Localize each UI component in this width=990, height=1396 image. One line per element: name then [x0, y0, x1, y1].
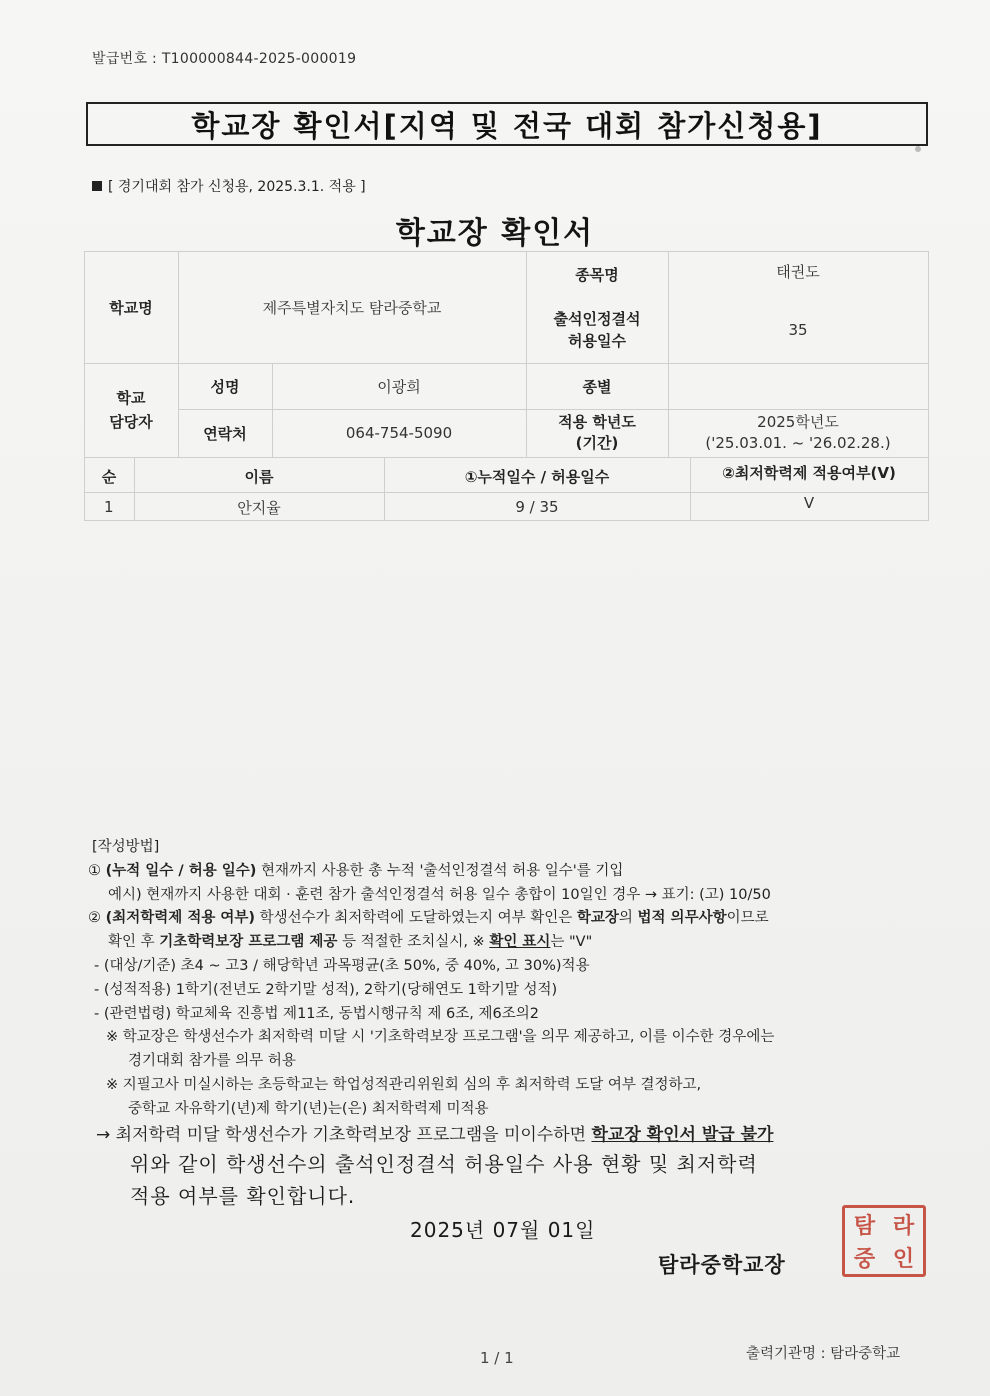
writing-instructions: [88, 836, 928, 1147]
page-number: 1 / 1: [480, 1349, 514, 1367]
method-line: 중학교 자유학기(년)제 학기(년)는(은) 최저학력제 미적용: [128, 1100, 489, 1117]
event-value: 태권도: [776, 262, 820, 281]
category-value: [668, 363, 928, 409]
column-header: 이름: [244, 468, 274, 486]
contact-value: 064-754-5090: [345, 424, 453, 442]
contact-label: 연락처: [203, 424, 247, 443]
output-organization: 출력기관명 : 탐라중학교: [746, 1346, 901, 1362]
year-value: [668, 409, 928, 457]
method-line: - (대상/기준) 초4 ~ 고3 / 해당학년 과목평균(초 50%, 중 40%, 고 30%)적용: [94, 957, 590, 974]
dot-mark: [915, 146, 921, 152]
method-bold: 기초학력보장 프로그램 제공: [159, 934, 338, 951]
method-line: [88, 907, 928, 931]
applied-value: V: [803, 494, 815, 512]
method-bold: (최저학력제 적용 여부): [105, 910, 256, 927]
seal-char: 탐: [853, 1213, 876, 1239]
table-line: [928, 457, 929, 520]
manager-label-line: 학교: [116, 389, 146, 407]
main-title: 학교장 확인서[지역 및 전국 대회 참가신청용]: [191, 108, 823, 143]
row-number: 1: [104, 498, 114, 516]
seal-char: 중: [853, 1246, 876, 1272]
main-title-box: [86, 102, 928, 146]
method-text: 등 적절한 조치실시, ※: [337, 934, 490, 951]
method-line: [88, 1124, 928, 1148]
manager-label: [84, 363, 178, 457]
allowed-label-line: 출석인정결석: [553, 310, 641, 328]
subnote: [92, 176, 366, 196]
school-label: 학교명: [109, 298, 153, 317]
method-line: ※ 지필고사 미실시하는 초등학교는 학업성적관리위원회 심의 후 최저학력 도달 여부 결정하고,: [106, 1076, 702, 1093]
principal-name: 탐라중학교장: [658, 1253, 786, 1277]
allowed-label-line: 허용일수: [568, 332, 626, 350]
method-line: 경기대회 참가를 의무 허용: [128, 1053, 296, 1070]
column-header: 순: [101, 468, 117, 486]
method-bold: 학교장: [576, 910, 619, 927]
method-line: - (성적적용) 1학기(전년도 2학기말 성적), 2학기(당해연도 1학기말 성적): [94, 981, 558, 998]
method-bold: 법적 의무사항: [637, 910, 727, 927]
method-text: 학생선수가 최저학력에 도달하였는지 여부 확인은: [255, 910, 577, 927]
days-value: 9 / 35: [515, 498, 559, 516]
method-text: 이므로: [726, 910, 769, 927]
seal-char: 라: [892, 1213, 915, 1239]
circled-number: ②: [88, 910, 101, 927]
school-value: 제주특별자치도 탐라중학교: [262, 298, 442, 317]
method-text: → 최저학력 미달 학생선수가 기초학력보장 프로그램을 미이수하면: [96, 1124, 592, 1145]
allowed-value: 35: [788, 321, 808, 339]
confirmation-text: [130, 1148, 758, 1212]
category-label: 종별: [582, 377, 612, 396]
confirmation-line: 적용 여부를 확인합니다.: [130, 1184, 356, 1208]
document-title: 학교장 확인서: [395, 216, 595, 251]
confirmation-line: 위와 같이 학생선수의 출석인정결석 허용일수 사용 현황 및 최저학력: [130, 1152, 758, 1176]
method-bold: 확인 표시: [489, 934, 551, 951]
table-line: [84, 520, 929, 521]
method-bold: 학교장 확인서 발급 불가: [591, 1124, 774, 1145]
student-name: 안지율: [237, 498, 281, 517]
method-heading: [작성방법]: [92, 839, 160, 855]
square-bullet-icon: [92, 181, 102, 191]
column-header: ②최저학력제 적용여부(V): [722, 464, 896, 482]
issue-number: 발급번호 : T100000844-2025-000019: [92, 51, 357, 67]
year-value-line: ('25.03.01. ~ '26.02.28.): [705, 434, 891, 452]
manager-label-line: 담당자: [109, 413, 153, 431]
method-text: 확인 후: [108, 934, 160, 951]
year-value-line: 2025학년도: [757, 413, 839, 431]
issue-date: 2025년 07월 01일: [410, 1218, 596, 1242]
name-label: 성명: [210, 377, 240, 396]
subnote-text: [ 경기대회 참가 신청용, 2025.3.1. 적용 ]: [108, 179, 366, 195]
event-label: 종목명: [575, 265, 619, 284]
method-text: 의: [618, 910, 638, 927]
year-label: [526, 409, 668, 457]
year-label-line: (기간): [575, 434, 619, 452]
method-line: [88, 931, 928, 955]
method-line: [88, 860, 928, 884]
method-text: 는 "V": [550, 934, 593, 951]
year-label-line: 적용 학년도: [558, 413, 636, 431]
circled-number: ①: [88, 862, 101, 879]
method-line: - (관련법령) 학교체육 진흥법 제11조, 동법시행규칙 제 6조, 제6조의2: [94, 1005, 539, 1022]
school-seal-stamp: [842, 1205, 926, 1277]
allowed-label: [526, 305, 668, 355]
method-bold: (누적 일수 / 허용 일수): [105, 862, 257, 879]
table-line: [928, 251, 929, 457]
method-line: ※ 학교장은 학생선수가 최저학력 미달 시 '기초학력보장 프로그램'을 의무 제공하고, 이를 이수한 경우에는: [106, 1029, 775, 1046]
seal-char: 인: [892, 1246, 915, 1272]
method-line: 예시) 현재까지 사용한 대회 · 훈련 참가 출석인정결석 허용 일수 총합이 10일인 경우 → 표기: (고) 10/50: [108, 886, 771, 903]
name-value: 이광희: [377, 377, 421, 396]
method-text: 현재까지 사용한 총 누적 '출석인정결석 허용 일수'를 기입: [256, 862, 624, 879]
column-header: ①누적일수 / 허용일수: [464, 468, 610, 486]
